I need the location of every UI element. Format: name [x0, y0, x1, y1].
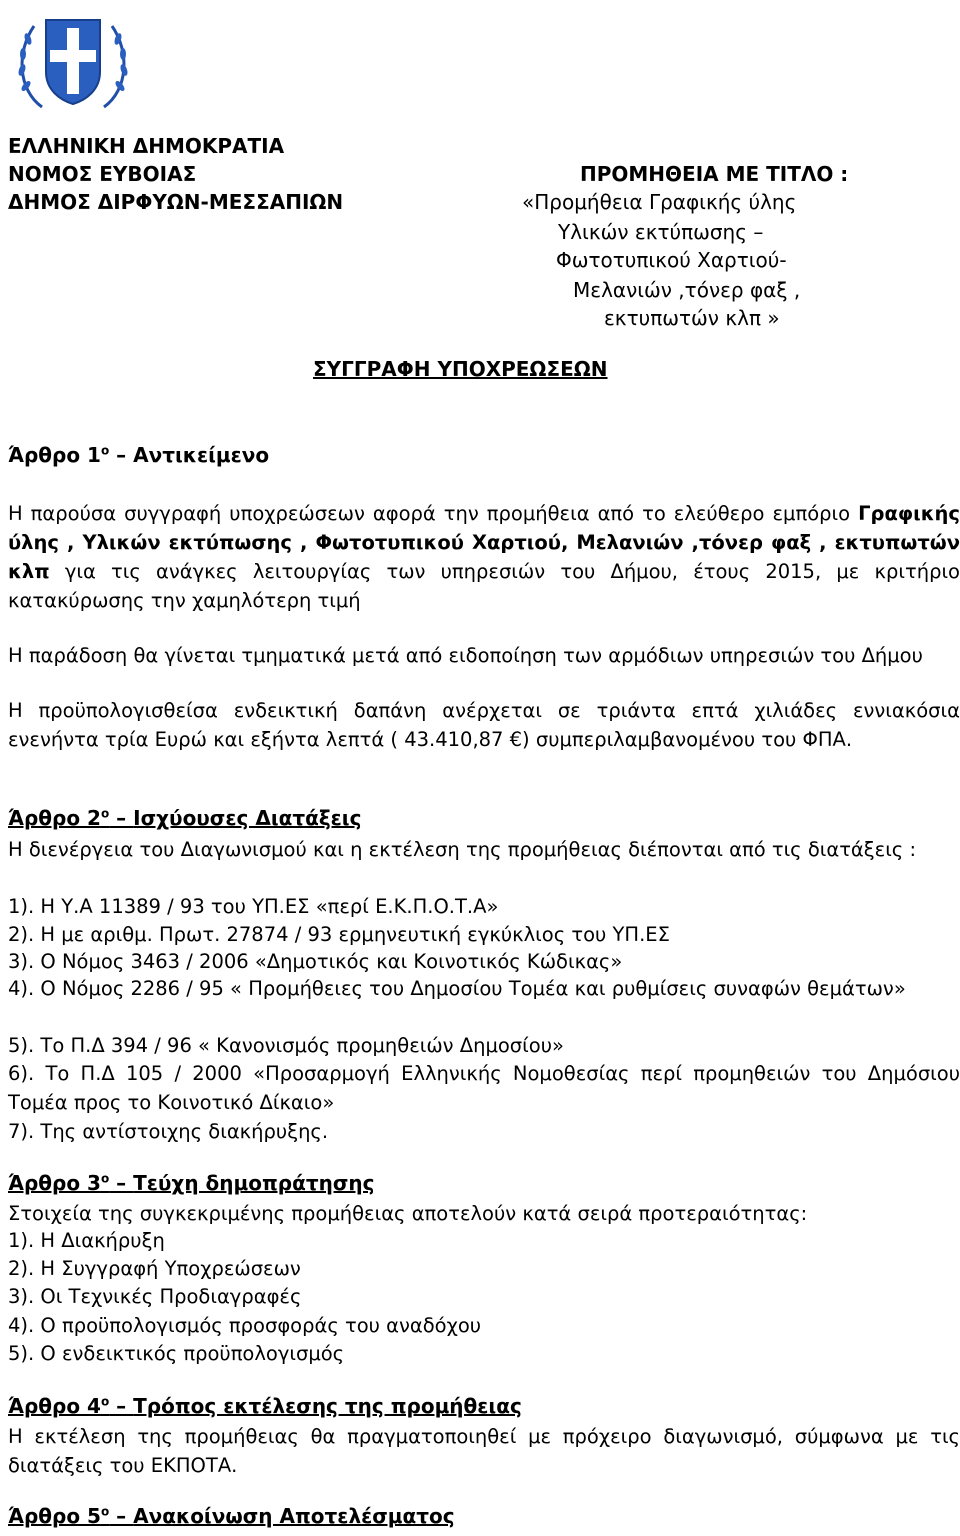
article-5-heading: Άρθρο $5^o$ – Ανακοίνωση Αποτελέσματος [8, 1504, 455, 1528]
header-country: ΕΛΛΗΝΙΚΗ ΔΗΜΟΚΡΑΤΙΑ [8, 134, 285, 158]
document-heading: ΣΥΓΓΡΑΦΗ ΥΠΟΧΡΕΩΣΕΩΝ [313, 357, 608, 381]
procurement-label: ΠΡΟΜΗΘΕΙΑ ΜΕ ΤΙΤΛΟ : [580, 162, 849, 186]
list-item: 5). Το Π.Δ 394 / 96 « Κανονισμός προμηθειών Δημοσίου» [8, 1034, 564, 1057]
article-3-intro: Στοιχεία της συγκεκριμένης προμήθειας αποτελούν κατά σειρά προτεραιότητας: [8, 1202, 808, 1225]
coat-of-arms-emblem [12, 2, 134, 124]
list-item: 7). Της αντίστοιχης διακήρυξης. [8, 1120, 329, 1143]
article-4-paragraph: Η εκτέλεση της προμήθειας θα πραγματοποιηθεί με πρόχειρο διαγωνισμό, σύμφωνα με τις διατάξεις του ΕΚΠΟΤΑ. [8, 1425, 960, 1477]
article-4-heading: Άρθρο $4^o$ – Τρόπος εκτέλεσης της προμήθειας [8, 1394, 522, 1418]
procurement-title-line: Φωτοτυπικού Χαρτιού- [556, 248, 787, 272]
header-prefecture: ΝΟΜΟΣ ΕΥΒΟΙΑΣ [8, 162, 197, 186]
article-1-paragraph: Η παράδοση θα γίνεται τμηματικά μετά από ειδοποίηση των αρμόδιων υπηρεσιών του Δήμου [8, 644, 923, 667]
list-item: 3). Οι Τεχνικές Προδιαγραφές [8, 1285, 302, 1308]
list-item: 2). Η με αριθμ. Πρωτ. 27874 / 93 ερμηνευτική εγκύκλιος του ΥΠ.ΕΣ [8, 923, 670, 946]
list-item: 1). Η Υ.Α 11389 / 93 του ΥΠ.ΕΣ «περί Ε.Κ.Π.Ο.Τ.Α» [8, 895, 499, 918]
article-1-paragraph: Η παρούσα συγγραφή υποχρεώσεων αφορά την προμήθεια από το ελεύθερο εμπόριο Γραφικής ύλης , Υλικών εκτύπωσης , Φωτοτυπικού Χαρτιού, Μελανιών ,τόνερ φαξ , εκτυπωτών κλπ για τις ανάγκες λειτουργίας των υπηρεσιών του Δήμου, έτους 2015, με κριτήριο κατακύρωσης την χαμηλότερη τιμή [8, 502, 960, 612]
list-item: 5). Ο ενδεικτικός προϋπολογισμός [8, 1342, 345, 1365]
header-municipality: ΔΗΜΟΣ ΔΙΡΦΥΩΝ-ΜΕΣΣΑΠΙΩΝ [8, 190, 344, 214]
procurement-title-line: Υλικών εκτύπωσης – [558, 220, 764, 244]
article-3-heading: Άρθρο $3^o$ – Τεύχη δημοπράτησης [8, 1171, 375, 1195]
procurement-title-line: Μελανιών ,τόνερ φαξ , [573, 278, 801, 302]
list-item: 4). Ο Νόμος 2286 / 95 « Προμήθειες του Δημοσίου Τομέα και ρυθμίσεις συναφών θεμάτων» [8, 977, 906, 1000]
list-item: 2). Η Συγγραφή Υποχρεώσεων [8, 1257, 301, 1280]
article-2-intro: Η διενέργεια του Διαγωνισμού και η εκτέλεση της προμήθειας διέπονται από τις διατάξεις : [8, 838, 917, 861]
procurement-title-line: «Προμήθεια Γραφικής ύλης [522, 190, 797, 214]
procurement-title-line: εκτυπωτών κλπ » [604, 306, 780, 330]
article-1-heading: Άρθρο $1^o$ – Αντικείμενο [8, 443, 270, 467]
list-item: 1). Η Διακήρυξη [8, 1229, 165, 1252]
article-2-heading: Άρθρο $2^o$ – Ισχύουσες Διατάξεις [8, 806, 362, 830]
list-item: 4). Ο προϋπολογισμός προσφοράς του αναδόχου [8, 1314, 482, 1337]
list-item: 3). Ο Νόμος 3463 / 2006 «Δημοτικός και Κοινοτικός Κώδικας» [8, 950, 623, 973]
article-1-paragraph: Η προϋπολογισθείσα ενδεικτική δαπάνη ανέρχεται σε τριάντα επτά χιλιάδες εννιακόσια ενενήντα τρία Ευρώ και εξήντα λεπτά ( 43.410,87 €) συμπεριλαμβανομένου του ΦΠΑ. [8, 699, 960, 751]
list-item: 6). Το Π.Δ 105 / 2000 «Προσαρμογή Ελληνικής Νομοθεσίας περί προμηθειών του Δημόσιου Τομέα προς το Κοινοτικό Δίκαιο» [8, 1062, 960, 1114]
